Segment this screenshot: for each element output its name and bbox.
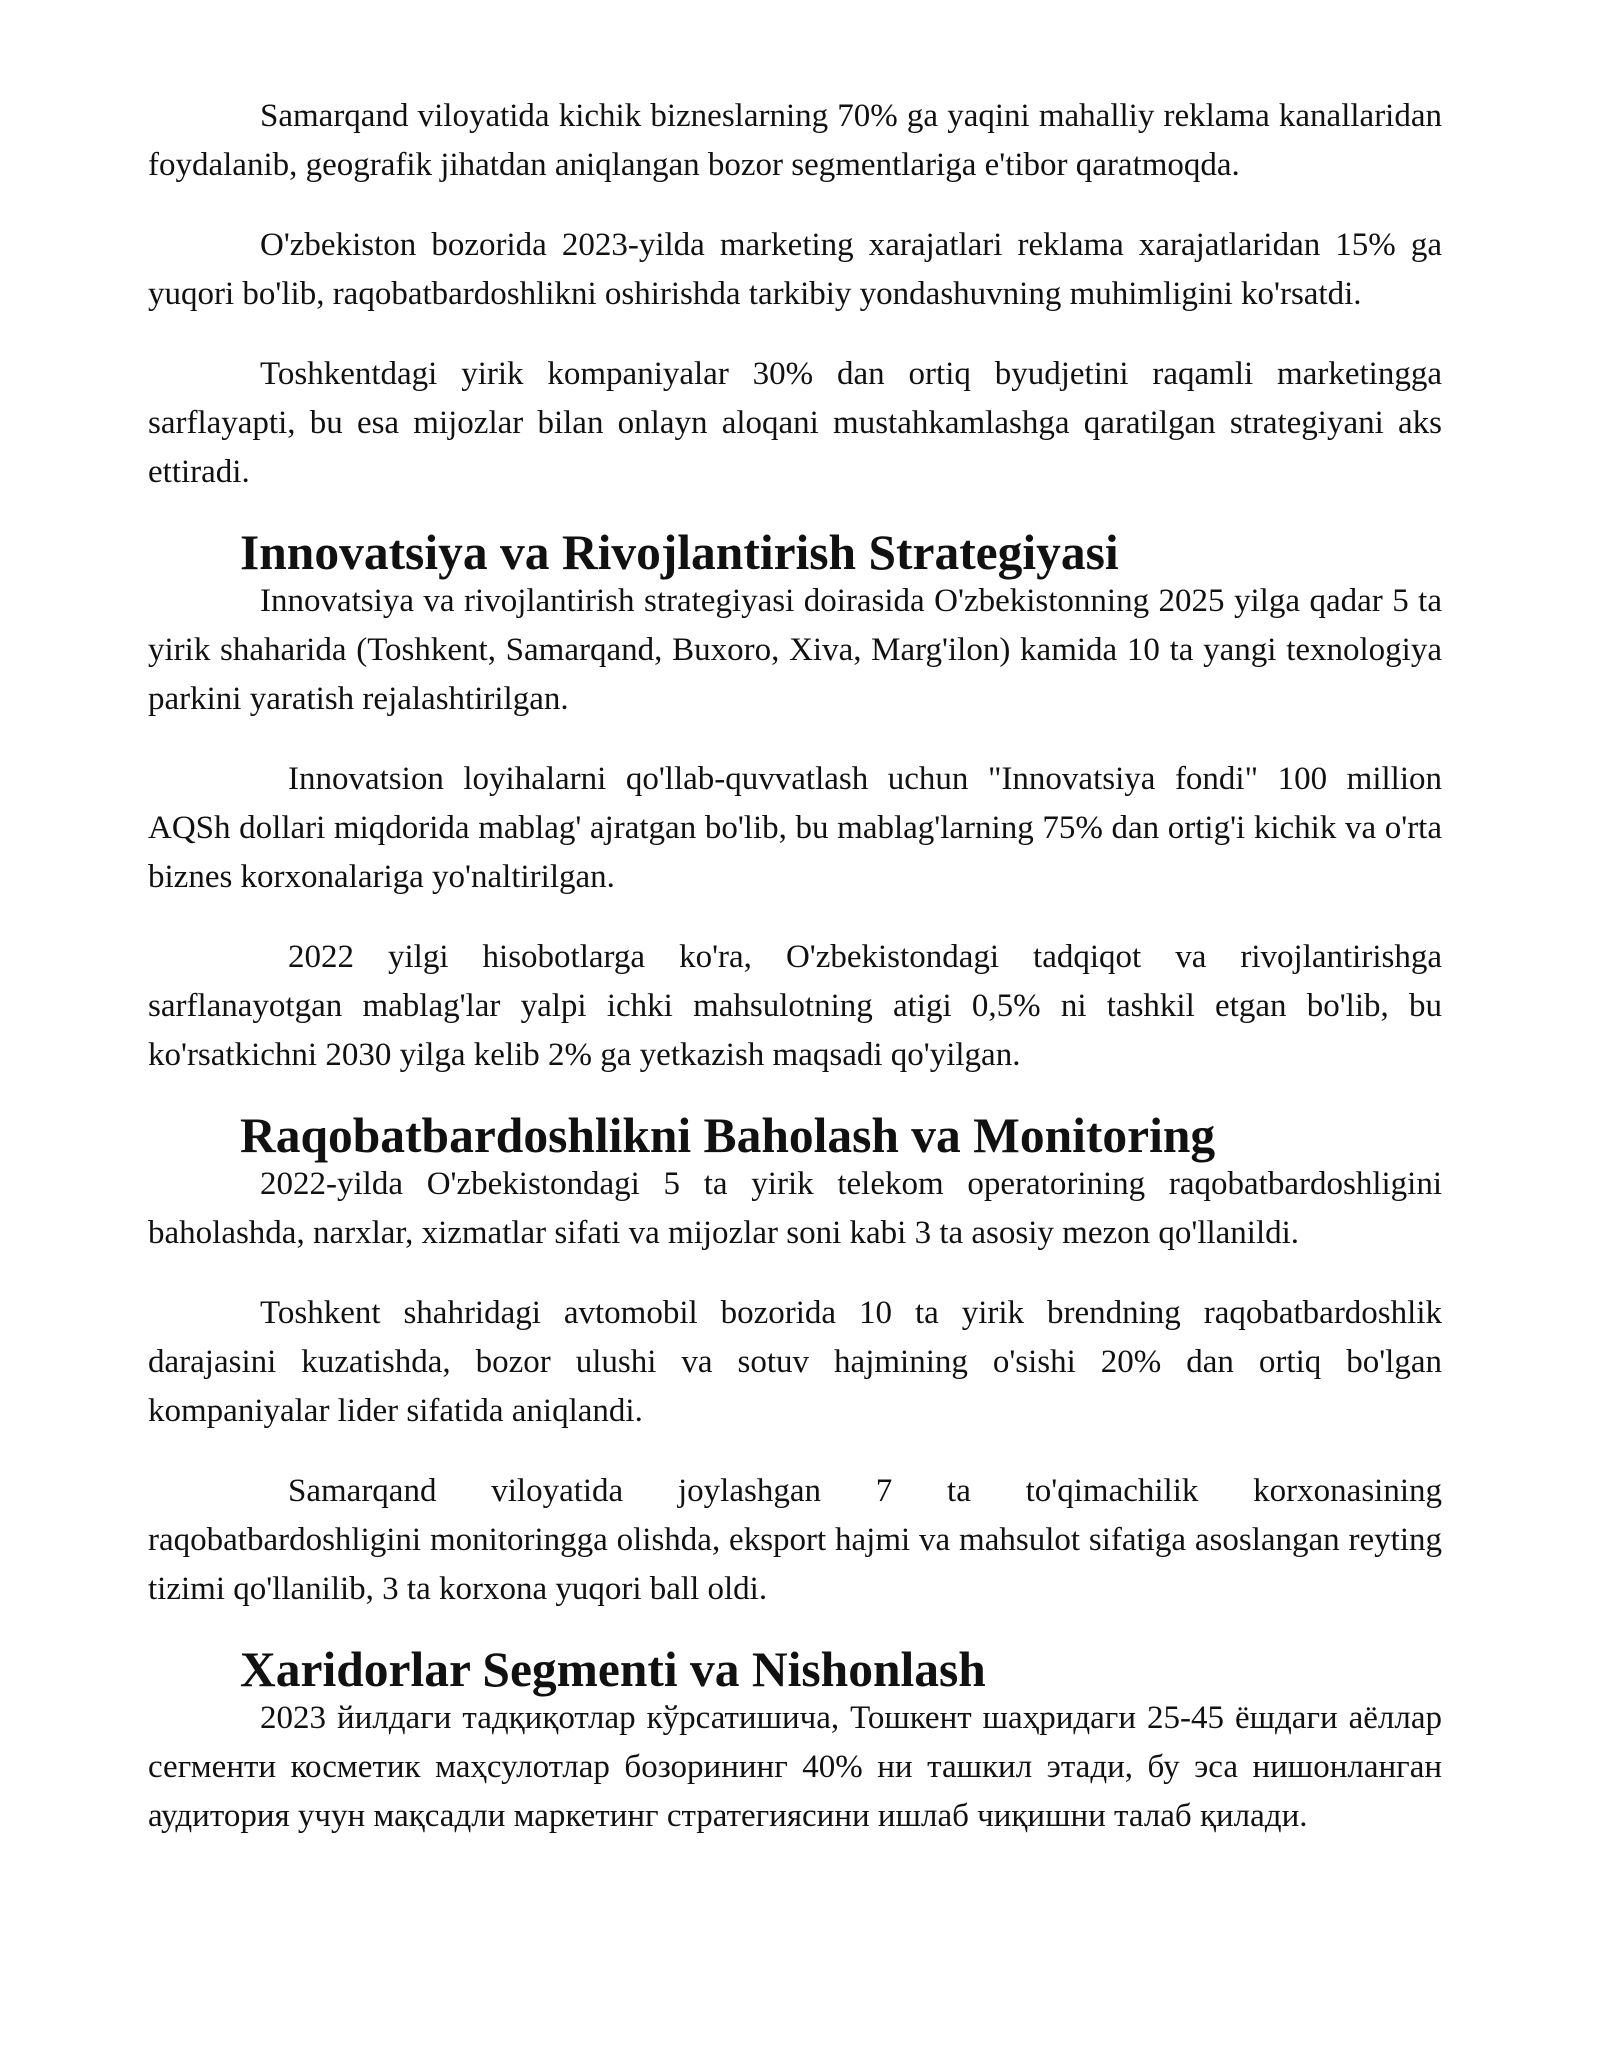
- paragraph: 2023 йилдаги тадқиқотлар кўрсатишича, Тошкент шаҳридаги 25-45 ёшдаги аёллар сегменти косметик маҳсулотлар бозорининг 40% ни ташкил этади, бу эса нишонланган аудитория учун мақсадли маркетинг стратегиясини ишлаб чиқишни талаб қилади.: [148, 1700, 1442, 1834]
- paragraph: 2022 yilgi hisobotlarga ko'ra, O'zbekistondagi tadqiqot va rivojlantirishga sarflanayotgan mablag'lar yalpi ichki mahsulotning atigi 0,5% ni tashkil etgan bo'lib, bu ko'rsatkichni 2030 yilga kelib 2% ga yetkazish maqsadi qo'yilgan.: [148, 939, 1442, 1073]
- document-page: [148, 92, 1442, 1841]
- paragraph: Innovatsiya va rivojlantirish strategiyasi doirasida O'zbekistonning 2025 yilga qadar 5 ta yirik shaharida (Toshkent, Samarqand, Buxoro, Xiva, Marg'ilon) kamida 10 ta yangi texnologiya parkini yaratish rejalashtirilgan.: [148, 583, 1442, 717]
- paragraph: O'zbekiston bozorida 2023-yilda marketing xarajatlari reklama xarajatlaridan 15% ga yuqori bo'lib, raqobatbardoshlikni oshirishda tarkibiy yondashuvning muhimligini ko'rsatdi.: [148, 227, 1442, 312]
- paragraph: Innovatsion loyihalarni qo'llab-quvvatlash uchun "Innovatsiya fondi" 100 million AQSh dollari miqdorida mablag' ajratgan bo'lib, bu mablag'larning 75% dan ortig'i kichik va o'rta biznes korxonalariga yo'naltirilgan.: [148, 761, 1442, 895]
- section-heading: Raqobatbardoshlikni Baholash va Monitoring: [240, 1108, 1216, 1163]
- paragraph: Toshkentdagi yirik kompaniyalar 30% dan ortiq byudjetini raqamli marketingga sarflayapti, bu esa mijozlar bilan onlayn aloqani mustahkamlashga qaratilgan strategiyani aks ettiradi.: [148, 356, 1442, 490]
- paragraph: Samarqand viloyatida kichik bizneslarning 70% ga yaqini mahalliy reklama kanallaridan foydalanib, geografik jihatdan aniqlangan bozor segmentlariga e'tibor qaratmoqda.: [148, 98, 1442, 183]
- section-heading: Xaridorlar Segmenti va Nishonlash: [240, 1642, 986, 1697]
- section-heading: Innovatsiya va Rivojlantirish Strategiyasi: [240, 525, 1119, 580]
- paragraph: Samarqand viloyatida joylashgan 7 ta to'qimachilik korxonasining raqobatbardoshligini monitoringga olishda, eksport hajmi va mahsulot sifatiga asoslangan reyting tizimi qo'llanilib, 3 ta korxona yuqori ball oldi.: [148, 1473, 1442, 1607]
- paragraph: Toshkent shahridagi avtomobil bozorida 10 ta yirik brendning raqobatbardoshlik darajasini kuzatishda, bozor ulushi va sotuv hajmining o'sishi 20% dan ortiq bo'lgan kompaniyalar lider sifatida aniqlandi.: [148, 1295, 1442, 1429]
- paragraph: 2022-yilda O'zbekistondagi 5 ta yirik telekom operatorining raqobatbardoshligini baholashda, narxlar, xizmatlar sifati va mijozlar soni kabi 3 ta asosiy mezon qo'llanildi.: [148, 1166, 1442, 1251]
